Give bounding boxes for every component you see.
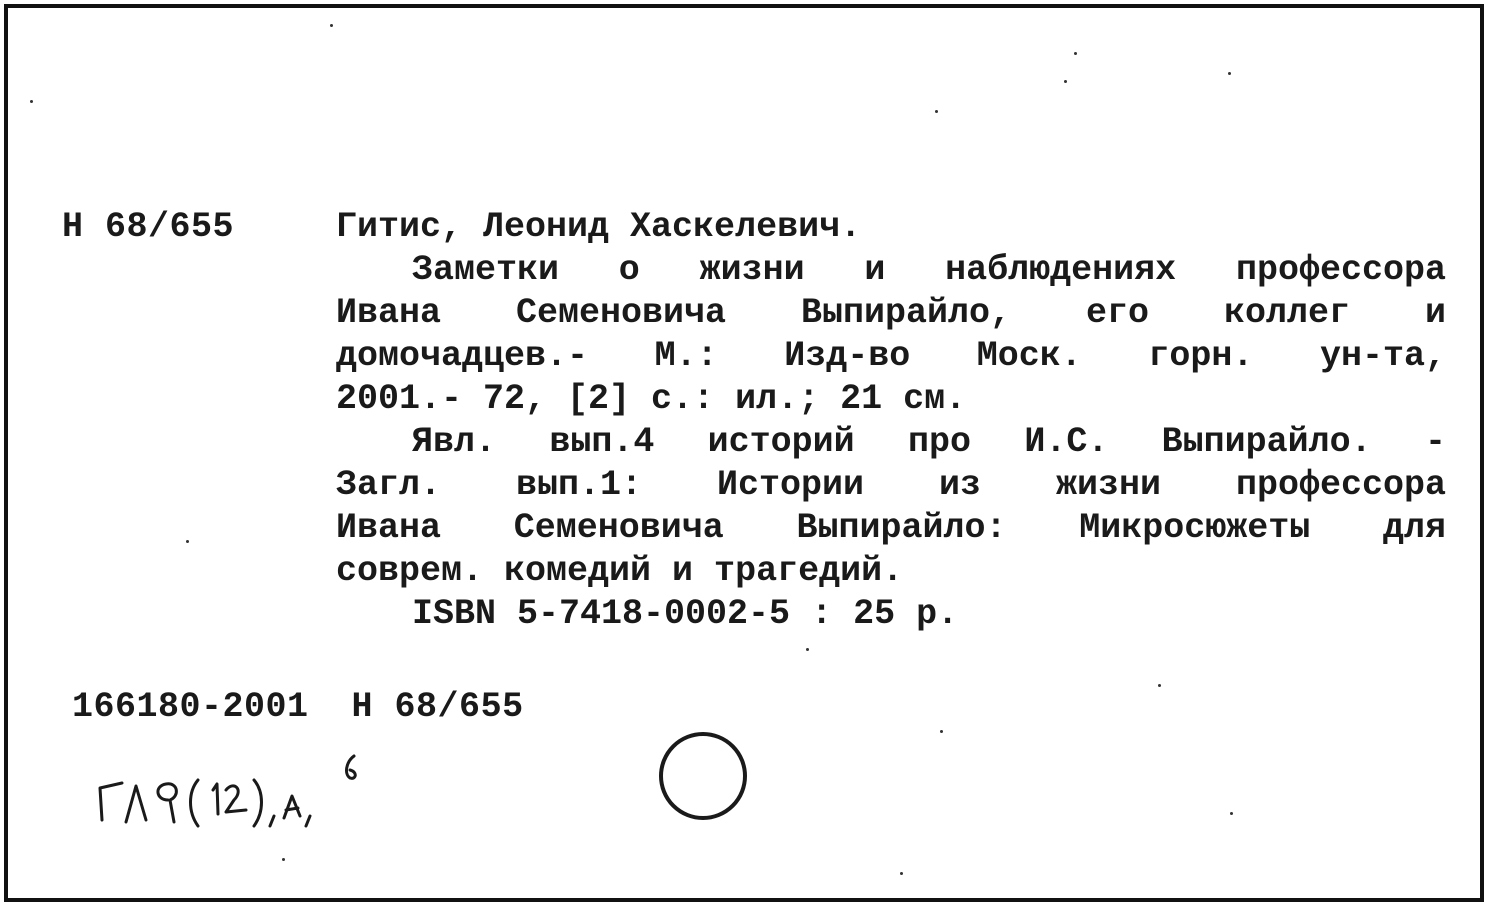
entry-line: Явл. вып.4 историй про И.С. Выпирайло. - [412,422,1446,462]
entry-line: домочадцев.- М.: Изд-во Моск. горн. ун-та, [336,336,1446,376]
inventory-line: 166180-2001 Н 68/655 [72,687,524,727]
scan-speck [1158,684,1161,687]
entry-line: Ивана Семеновича Выпирайло, его коллег и [336,293,1446,333]
scan-speck [30,100,33,103]
scan-speck [1228,72,1231,75]
entry-line: Загл. вып.1: Истории из жизни профессора [336,465,1446,505]
scan-speck [806,648,809,651]
scan-speck [935,110,938,113]
scan-speck [940,730,943,733]
scan-speck [186,540,189,543]
entry-line: 2001.- 72, [2] с.: ил.; 21 см. [336,379,967,419]
scan-speck [900,872,903,875]
bibliographic-entry [336,206,1446,636]
entry-line: Заметки о жизни и наблюдениях профессора [412,250,1446,290]
scan-speck [1230,812,1233,815]
scan-speck [282,858,285,861]
isbn-price-line: ISBN 5-7418-0002-5 : 25 р. [412,594,959,634]
scan-speck [1074,52,1077,55]
scan-speck [330,24,333,27]
scan-speck [1064,80,1067,83]
author-heading: Гитис, Леонид Хаскелевич. [336,207,862,247]
entry-line: соврем. комедий и трагедий. [336,551,904,591]
shelf-mark: Н 68/655 [62,207,235,247]
entry-line: Ивана Семеновича Выпирайло: Микросюжеты для [336,508,1446,548]
stamp-circle [655,728,751,824]
handwritten-note [88,750,388,840]
